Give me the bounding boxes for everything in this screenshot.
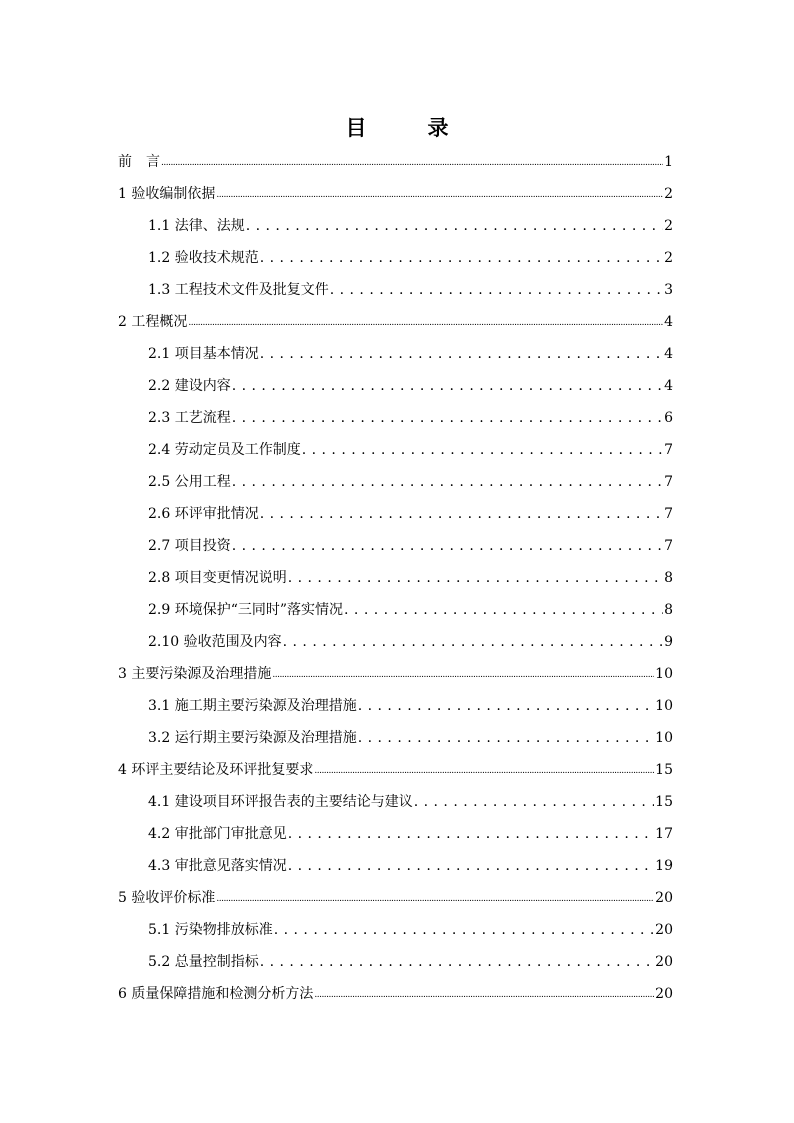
toc-subsection-entry[interactable]	[118, 402, 673, 434]
toc-dot-leader	[216, 178, 663, 210]
toc-page-number: 7	[664, 538, 673, 554]
toc-dot-leader	[358, 690, 654, 722]
toc-entry-label: 3 主要污染源及治理措施	[118, 666, 272, 682]
toc-page-number: 2	[664, 250, 673, 266]
toc-section-entry[interactable]	[118, 658, 673, 690]
toc-title: 目 录	[345, 115, 469, 140]
toc-section-entry[interactable]	[118, 178, 673, 210]
toc-subsection-entry[interactable]	[118, 946, 673, 978]
toc-page-number: 20	[655, 954, 673, 970]
toc-dot-leader	[344, 594, 663, 626]
toc-subsection-entry[interactable]	[118, 818, 673, 850]
toc-dot-leader	[288, 850, 654, 882]
toc-dot-leader	[358, 722, 654, 754]
toc-entry-label: 2.3 工艺流程	[148, 410, 231, 426]
toc-dot-leader	[260, 338, 663, 370]
toc-page-number: 15	[655, 762, 673, 778]
toc-subsection-entry[interactable]	[118, 914, 673, 946]
toc-entry-label: 2.10 验收范围及内容	[148, 634, 282, 650]
toc-entry-label: 4.1 建设项目环评报告表的主要结论与建议	[148, 794, 413, 810]
toc-dot-leader	[272, 658, 654, 690]
toc-page-number: 7	[664, 506, 673, 522]
toc-dot-leader	[246, 210, 663, 242]
toc-entry-label: 5.1 污染物排放标准	[148, 922, 273, 938]
toc-entry-label: 3.1 施工期主要污染源及治理措施	[148, 698, 357, 714]
toc-page-number: 7	[664, 442, 673, 458]
toc-page-number: 17	[655, 826, 673, 842]
toc-subsection-entry[interactable]	[118, 274, 673, 306]
toc-entry-label: 2.9 环境保护“三同时”落实情况	[148, 602, 344, 618]
toc-page-number: 15	[655, 794, 673, 810]
toc-entry-label: 5.2 总量控制指标	[148, 954, 259, 970]
toc-dot-leader	[302, 434, 663, 466]
toc-dot-leader	[314, 754, 654, 786]
toc-subsection-entry[interactable]	[118, 626, 673, 658]
toc-page-number: 3	[664, 282, 673, 298]
toc-section-entry[interactable]	[118, 754, 673, 786]
toc-dot-leader	[232, 402, 663, 434]
toc-entry-label: 4.2 审批部门审批意见	[148, 826, 287, 842]
toc-dot-leader	[232, 466, 663, 498]
toc-entry-label: 4 环评主要结论及环评批复要求	[118, 762, 314, 778]
toc-subsection-entry[interactable]	[118, 690, 673, 722]
toc-dot-leader	[260, 242, 663, 274]
toc-entry-label: 2.8 项目变更情况说明	[148, 570, 287, 586]
toc-subsection-entry[interactable]	[118, 242, 673, 274]
toc-page-number: 7	[664, 474, 673, 490]
toc-dot-leader	[330, 274, 663, 306]
toc-subsection-entry[interactable]	[118, 338, 673, 370]
toc-entry-label: 3.2 运行期主要污染源及治理措施	[148, 730, 357, 746]
toc-section-entry[interactable]	[118, 146, 673, 178]
toc-dot-leader	[161, 146, 663, 178]
toc-entry-label: 1.3 工程技术文件及批复文件	[148, 282, 329, 298]
toc-dot-leader	[283, 626, 663, 658]
toc-dot-leader	[260, 498, 663, 530]
toc-page-number: 4	[664, 346, 673, 362]
toc-subsection-entry[interactable]	[118, 466, 673, 498]
toc-page-number: 1	[664, 154, 673, 170]
toc-subsection-entry[interactable]	[118, 498, 673, 530]
toc-dot-leader	[232, 370, 663, 402]
toc-subsection-entry[interactable]	[118, 562, 673, 594]
toc-page-number: 6	[664, 410, 673, 426]
toc-entry-label: 1.1 法律、法规	[148, 218, 245, 234]
toc-dot-leader	[274, 914, 654, 946]
toc-dot-leader	[232, 530, 663, 562]
toc-entry-label: 1 验收编制依据	[118, 186, 216, 202]
toc-entry-label: 2.6 环评审批情况	[148, 506, 259, 522]
toc-page-number: 2	[664, 218, 673, 234]
toc-dot-leader	[314, 978, 654, 1010]
toc-subsection-entry[interactable]	[118, 722, 673, 754]
toc-section-entry[interactable]	[118, 306, 673, 338]
toc-subsection-entry[interactable]	[118, 850, 673, 882]
toc-entry-label: 2.7 项目投资	[148, 538, 231, 554]
toc-entry-label: 6 质量保障措施和检测分析方法	[118, 986, 314, 1002]
toc-subsection-entry[interactable]	[118, 594, 673, 626]
toc-entry-label: 2 工程概况	[118, 314, 188, 330]
toc-subsection-entry[interactable]	[118, 370, 673, 402]
toc-dot-leader	[288, 562, 663, 594]
toc-entry-label: 2.4 劳动定员及工作制度	[148, 442, 301, 458]
toc-dot-leader	[414, 786, 654, 818]
toc-page-number: 19	[655, 858, 673, 874]
toc-entry-label: 4.3 审批意见落实情况	[148, 858, 287, 874]
toc-entry-label: 前 言	[118, 154, 160, 170]
toc-list	[118, 146, 673, 1010]
toc-section-entry[interactable]	[118, 978, 673, 1010]
toc-dot-leader	[216, 882, 654, 914]
toc-page-number: 4	[664, 378, 673, 394]
toc-subsection-entry[interactable]	[118, 210, 673, 242]
toc-subsection-entry[interactable]	[118, 434, 673, 466]
toc-page-number: 10	[655, 698, 673, 714]
toc-page-number: 20	[655, 986, 673, 1002]
toc-page-number: 4	[664, 314, 673, 330]
toc-page-number: 10	[655, 666, 673, 682]
toc-page-number: 10	[655, 730, 673, 746]
toc-entry-label: 5 验收评价标准	[118, 890, 216, 906]
toc-section-entry[interactable]	[118, 882, 673, 914]
toc-dot-leader	[260, 946, 654, 978]
toc-subsection-entry[interactable]	[118, 786, 673, 818]
toc-page-number: 20	[655, 922, 673, 938]
toc-page-number: 8	[664, 570, 673, 586]
toc-page-number: 9	[664, 634, 673, 650]
toc-page-number: 8	[664, 602, 673, 618]
toc-entry-label: 2.5 公用工程	[148, 474, 231, 490]
toc-subsection-entry[interactable]	[118, 530, 673, 562]
toc-entry-label: 2.1 项目基本情况	[148, 346, 259, 362]
toc-entry-label: 1.2 验收技术规范	[148, 250, 259, 266]
toc-page-number: 20	[655, 890, 673, 906]
toc-entry-label: 2.2 建设内容	[148, 378, 231, 394]
toc-dot-leader	[188, 306, 663, 338]
toc-page-number: 2	[664, 186, 673, 202]
toc-dot-leader	[288, 818, 654, 850]
